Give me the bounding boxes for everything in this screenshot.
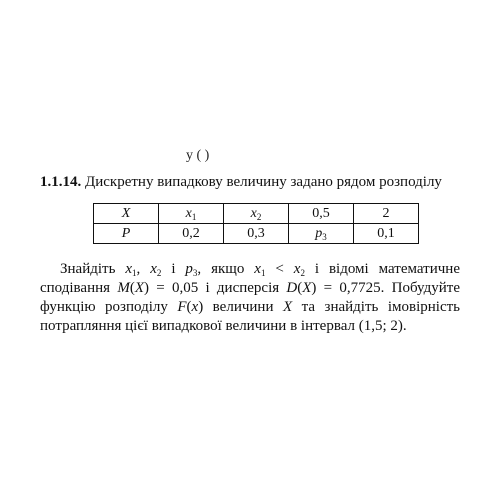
table-cell: 2	[354, 204, 419, 224]
table-cell: 0,1	[354, 224, 419, 244]
problem-heading	[40, 173, 442, 191]
problem-statement: Дискретну випадкову величину задано рядом розподілу	[81, 174, 442, 190]
table-row-x	[94, 204, 419, 224]
table-cell: 0,2	[159, 224, 224, 244]
table-cell: 0,5	[289, 204, 354, 224]
table-cell: $x_2$	[224, 204, 289, 224]
distribution-table	[93, 203, 419, 244]
table-row-p	[94, 224, 419, 244]
problem-body	[40, 260, 460, 336]
problem-number: 1.1.14.	[40, 174, 82, 190]
problem-paragraph: Знайдіть $x_1$, $x_2$ і $p_3$, якщо $x_1 < x_2$ і відомі математичне сподівання M(X) = 0,05 і дисперсія D(X) = 0,7725. Побудуйте функцію розподілу F(x) величини X та знайдіть імовірність потрапляння цієї випадкової величини в інтервал (1,5; 2).	[40, 261, 460, 334]
cropped-previous-line: у ( )	[186, 148, 210, 163]
table-cell: $p_3$	[289, 224, 354, 244]
table-cell: $x_1$	[159, 204, 224, 224]
row-label-p: P	[94, 224, 159, 244]
table-cell: 0,3	[224, 224, 289, 244]
row-label-x: X	[94, 204, 159, 224]
